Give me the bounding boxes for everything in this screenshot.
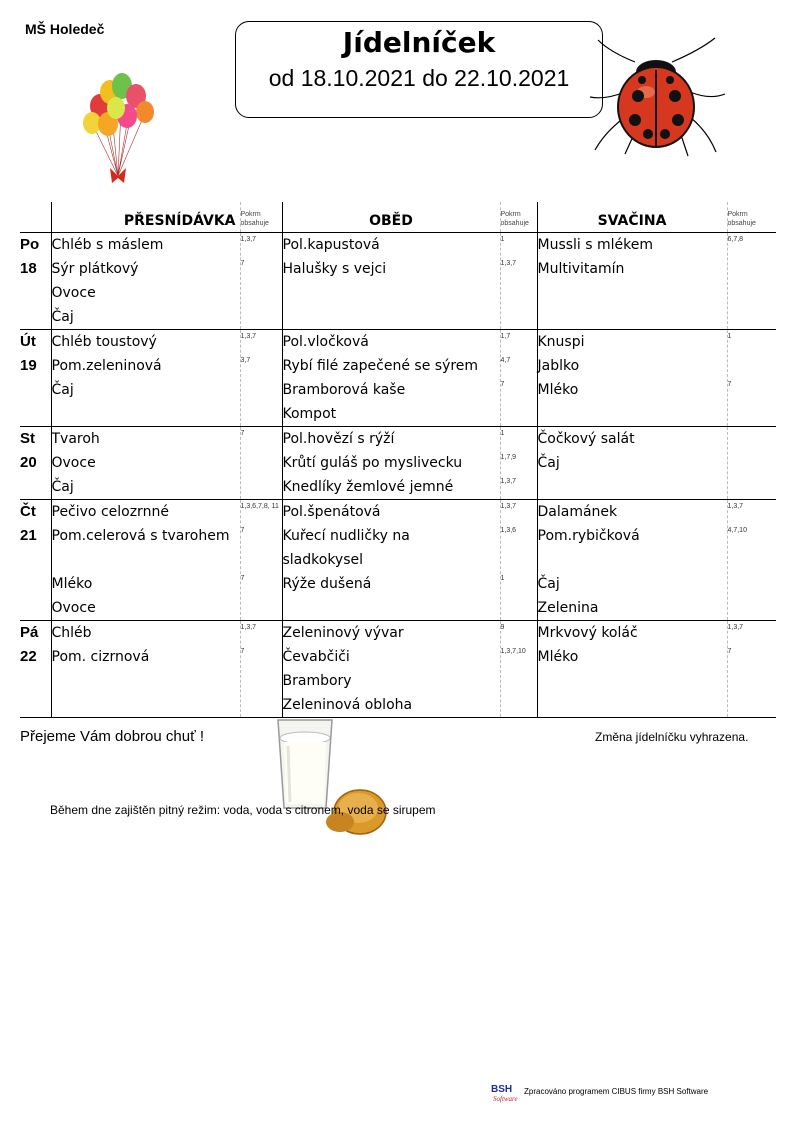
allergen-codes <box>728 596 777 620</box>
day-row <box>20 233 776 330</box>
lunch-item <box>283 305 500 329</box>
breakfast-item: Čaj <box>51 309 74 325</box>
bsh-logo-text: BSH <box>491 1084 513 1095</box>
ladybug-image <box>580 22 730 162</box>
day-name: Čt <box>20 503 36 520</box>
header-lunch: OBĚD <box>282 202 500 233</box>
breakfast-item: Ovoce <box>51 600 96 616</box>
allergen-codes: 1 <box>500 575 505 582</box>
day-row <box>20 500 776 621</box>
allergen-codes <box>728 257 777 281</box>
allergen-codes: 7 <box>240 527 245 534</box>
snack-allergens-cell <box>727 330 776 427</box>
lunch-item: Pol.vločková <box>282 334 369 350</box>
snack-item <box>538 669 727 693</box>
day-row <box>20 427 776 500</box>
header-breakfast: PŘESNÍDÁVKA <box>51 202 240 233</box>
breakfast-item: Chléb s máslem <box>51 237 164 253</box>
breakfast-allergens-cell <box>240 233 282 330</box>
breakfast-item <box>52 548 240 572</box>
allergen-codes: 7 <box>727 648 732 655</box>
allergen-codes: 1,3,6,7,8, 11 <box>240 503 279 510</box>
change-notice: Změna jídelníčku vyhrazena. <box>595 730 749 744</box>
allergen-codes: 6,7,8 <box>727 236 744 243</box>
allergen-codes <box>241 281 282 305</box>
allergen-codes <box>501 669 537 693</box>
allergen-codes <box>728 693 777 717</box>
day-label <box>20 621 51 718</box>
allergen-codes <box>241 548 282 572</box>
allergen-codes: 1 <box>500 236 505 243</box>
breakfast-item: Ovoce <box>51 455 96 471</box>
allergen-codes <box>728 427 777 451</box>
allergen-codes: 1,3,7 <box>727 503 744 510</box>
allergen-codes: 1,3,7 <box>240 236 257 243</box>
software-credit: Zpracováno programem CIBUS firmy BSH Software <box>524 1087 709 1096</box>
lunch-allergens-cell <box>500 621 537 718</box>
breakfast-item: Ovoce <box>51 285 96 301</box>
snack-cell <box>537 621 727 718</box>
allergen-codes: 1,3,7 <box>500 260 517 267</box>
lunch-item: Rybí filé zapečené se sýrem <box>282 358 479 374</box>
day-label <box>20 427 51 500</box>
lunch-allergens-cell <box>500 427 537 500</box>
lunch-cell <box>282 427 500 500</box>
header-snack: SVAČINA <box>537 202 727 233</box>
day-name: Út <box>20 333 36 350</box>
breakfast-allergens-cell <box>240 621 282 718</box>
allergen-codes: 7 <box>500 381 505 388</box>
allergen-codes: 1,3,6 <box>500 527 517 534</box>
breakfast-item: Pom.zeleninová <box>51 358 162 374</box>
allergen-codes <box>241 669 282 693</box>
page-title: Jídelníček <box>342 26 496 59</box>
breakfast-item: Mléko <box>51 576 93 592</box>
snack-item: Čaj <box>537 455 560 471</box>
lunch-item: Bramborová kaše <box>282 382 406 398</box>
allergen-codes <box>501 693 537 717</box>
lunch-item: Pol.špenátová <box>282 504 381 520</box>
allergen-codes <box>501 281 537 305</box>
lunch-item: Halušky s vejci <box>282 261 387 277</box>
snack-item <box>538 548 727 572</box>
allergen-codes: 1,3,7 <box>240 624 257 631</box>
snack-item: Čaj <box>537 576 560 592</box>
lunch-item: Rýže dušená <box>282 576 372 592</box>
balloons-image <box>80 68 160 193</box>
allergen-codes: 9 <box>500 624 505 631</box>
snack-item: Dalamánek <box>537 504 618 520</box>
lunch-item: Zeleninový vývar <box>282 625 404 641</box>
allergen-codes: 7 <box>240 430 245 437</box>
allergen-codes: 4,7 <box>500 357 511 364</box>
allergen-codes: 7 <box>240 648 245 655</box>
lunch-item: Pol.kapustová <box>282 237 380 253</box>
header-allergens-breakfast: Pokrm obsahuje <box>240 202 282 233</box>
lunch-item: Kuřecí nudličky na <box>282 528 410 544</box>
day-name: Po <box>20 236 40 253</box>
lunch-allergens-cell <box>500 330 537 427</box>
allergen-codes <box>501 596 537 620</box>
title-box <box>235 21 603 118</box>
breakfast-item: Pom.celerová s tvarohem <box>51 528 230 544</box>
day-row <box>20 621 776 718</box>
breakfast-allergens-cell <box>240 500 282 621</box>
snack-item: Pom.rybičková <box>537 528 640 544</box>
snack-cell <box>537 330 727 427</box>
school-name: MŠ Holedeč <box>25 21 105 37</box>
snack-allergens-cell <box>727 233 776 330</box>
snack-item: Mléko <box>537 649 579 665</box>
allergen-codes: 3,7 <box>240 357 251 364</box>
lunch-cell <box>282 500 500 621</box>
allergen-codes: 1,3,7 <box>727 624 744 631</box>
day-date: 21 <box>20 527 37 544</box>
snack-item <box>538 305 727 329</box>
snack-item: Jablko <box>537 358 580 374</box>
snack-cell <box>537 500 727 621</box>
allergen-codes <box>241 451 282 475</box>
breakfast-item: Chléb toustový <box>51 334 157 350</box>
day-date: 22 <box>20 648 37 665</box>
lunch-item: Kompot <box>282 406 337 422</box>
snack-item: Mléko <box>537 382 579 398</box>
lunch-item: Brambory <box>282 673 352 689</box>
menu-table <box>20 202 776 718</box>
snack-item <box>538 475 727 499</box>
snack-item <box>538 402 727 426</box>
snack-allergens-cell <box>727 621 776 718</box>
breakfast-item <box>52 402 240 426</box>
day-name: St <box>20 430 35 447</box>
lunch-cell <box>282 621 500 718</box>
allergen-codes <box>241 596 282 620</box>
allergen-codes <box>728 451 777 475</box>
snack-item: Zelenina <box>537 600 599 616</box>
snack-item: Knuspi <box>537 334 585 350</box>
header-allergens-lunch: Pokrm obsahuje <box>500 202 537 233</box>
breakfast-cell <box>51 330 240 427</box>
bsh-logo-sub: Software <box>493 1095 518 1103</box>
bsh-logo <box>490 1082 520 1104</box>
breakfast-cell <box>51 233 240 330</box>
allergen-codes <box>728 572 777 596</box>
day-date: 18 <box>20 260 37 277</box>
lunch-item: Zeleninová obloha <box>282 697 413 713</box>
allergen-codes: 7 <box>727 381 732 388</box>
day-name: Pá <box>20 624 39 641</box>
allergen-codes: 1,7,9 <box>500 454 517 461</box>
day-label <box>20 233 51 330</box>
allergen-codes <box>728 354 777 378</box>
breakfast-cell <box>51 500 240 621</box>
allergen-codes <box>241 378 282 402</box>
lunch-item: Čevabčiči <box>282 649 350 665</box>
header-day <box>20 202 51 233</box>
allergen-codes: 7 <box>240 260 245 267</box>
breakfast-allergens-cell <box>240 330 282 427</box>
snack-item: Čočkový salát <box>537 431 635 447</box>
snack-item: Multivitamín <box>537 261 625 277</box>
lunch-allergens-cell <box>500 233 537 330</box>
menu-period: od 18.10.2021 do 22.10.2021 <box>268 65 570 91</box>
allergen-codes <box>241 475 282 499</box>
allergen-codes: 1,3,7 <box>500 503 517 510</box>
allergen-codes <box>728 475 777 499</box>
allergen-codes: 7 <box>240 575 245 582</box>
allergen-codes: 4,7,10 <box>727 527 747 534</box>
drinking-regime-note: Během dne zajištěn pitný režim: voda, voda s citronem, voda se sirupem <box>50 803 436 817</box>
lunch-item <box>283 596 500 620</box>
snack-item <box>538 693 727 717</box>
day-date: 19 <box>20 357 37 374</box>
allergen-codes <box>241 402 282 426</box>
lunch-allergens-cell <box>500 500 537 621</box>
lunch-cell <box>282 233 500 330</box>
allergen-codes <box>501 305 537 329</box>
allergen-codes: 1,3,7 <box>500 478 517 485</box>
snack-item: Mrkvový koláč <box>537 625 638 641</box>
breakfast-item: Čaj <box>51 382 74 398</box>
allergen-codes <box>241 693 282 717</box>
breakfast-item: Tvaroh <box>51 431 100 447</box>
snack-item <box>538 281 727 305</box>
snack-item: Mussli s mlékem <box>537 237 654 253</box>
breakfast-item <box>52 693 240 717</box>
day-row <box>20 330 776 427</box>
snack-cell <box>537 233 727 330</box>
breakfast-item <box>52 669 240 693</box>
lunch-item: Knedlíky žemlové jemné <box>282 479 454 495</box>
breakfast-cell <box>51 621 240 718</box>
allergen-codes: 1,3,7 <box>240 333 257 340</box>
allergen-codes <box>501 548 537 572</box>
allergen-codes: 1 <box>500 430 505 437</box>
allergen-codes: 1,7 <box>500 333 511 340</box>
breakfast-item: Pom. cizrnová <box>51 649 150 665</box>
allergen-codes: 1 <box>727 333 732 340</box>
snack-allergens-cell <box>727 500 776 621</box>
breakfast-allergens-cell <box>240 427 282 500</box>
day-label <box>20 330 51 427</box>
allergen-codes <box>241 305 282 329</box>
day-label <box>20 500 51 621</box>
allergen-codes <box>728 305 777 329</box>
snack-allergens-cell <box>727 427 776 500</box>
snack-cell <box>537 427 727 500</box>
lunch-item: sladkokysel <box>282 552 364 568</box>
header-allergens-snack: Pokrm obsahuje <box>727 202 776 233</box>
milk-glass-image <box>270 716 390 841</box>
allergen-codes: 1,3,7,10 <box>500 648 526 655</box>
allergen-codes <box>728 281 777 305</box>
breakfast-item: Chléb <box>51 625 92 641</box>
breakfast-item: Sýr plátkový <box>51 261 139 277</box>
breakfast-cell <box>51 427 240 500</box>
allergen-codes <box>728 402 777 426</box>
lunch-item: Pol.hovězí s rýží <box>282 431 395 447</box>
day-date: 20 <box>20 454 37 471</box>
breakfast-item: Pečivo celozrnné <box>51 504 169 520</box>
lunch-item: Krůtí guláš po myslivecku <box>282 455 463 471</box>
allergen-codes <box>728 548 777 572</box>
lunch-item <box>283 281 500 305</box>
allergen-codes <box>728 669 777 693</box>
breakfast-item: Čaj <box>51 479 74 495</box>
allergen-codes <box>501 402 537 426</box>
lunch-cell <box>282 330 500 427</box>
wish-text: Přejeme Vám dobrou chuť ! <box>20 728 205 745</box>
